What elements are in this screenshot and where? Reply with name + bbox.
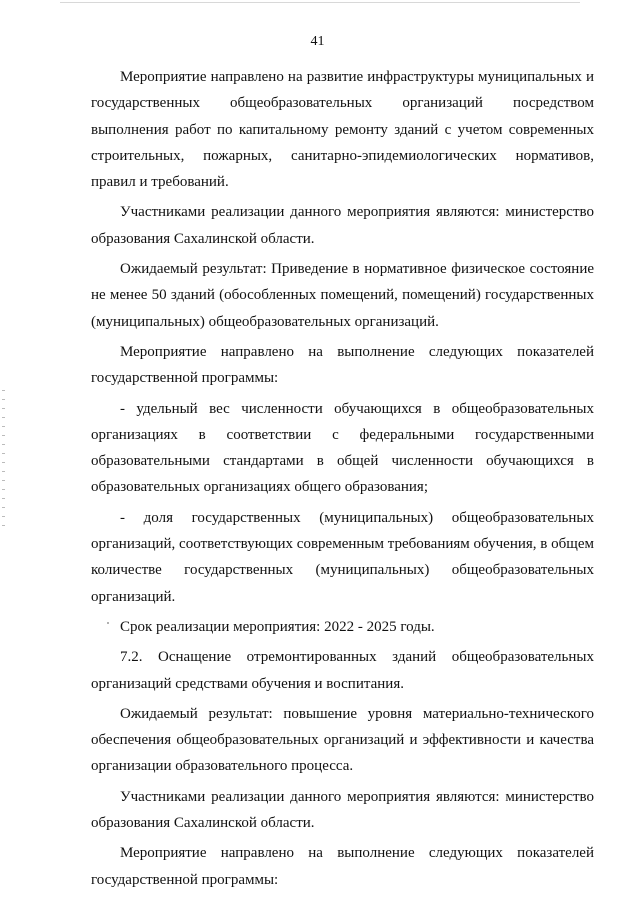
paragraph-participants-1: Участниками реализации данного мероприятия являются: министерство образования Сахалинской области. <box>91 204 594 247</box>
section-heading-7-2: 7.2. Оснащение отремонтированных зданий общеобразовательных организаций средствами обучения и воспитания. <box>91 649 594 692</box>
list-item-indicator-2: - доля государственных (муниципальных) общеобразовательных организаций, соответствующих современным требованиям обучения, в общем количестве государственных (муниципальных) общеобразовательных организаций. <box>91 509 594 605</box>
paragraph-expected-result-1: Ожидаемый результат: Приведение в нормативное физическое состояние не менее 50 зданий (обособленных помещений, помещений) государственных (муниципальных) общеобразовательных организаций. <box>91 261 594 330</box>
paragraph-purpose-infrastructure: Мероприятие направлено на развитие инфраструктуры муниципальных и государственных общеобразовательных организаций посредством выполнения работ по капитальному ремонту зданий с учетом современных строительных, пожарных, санитарно-эпидемиологических нормативов, правил и требований. <box>91 69 594 191</box>
paragraph-participants-2: Участниками реализации данного мероприятия являются: министерство образования Сахалинской области. <box>91 788 594 832</box>
paragraph-expected-result-2: Ожидаемый результат: повышение уровня материально-технического обеспечения общеобразовательных организаций и эффективности и качества организации образовательного процесса. <box>91 705 594 775</box>
list-item-indicator-1: - удельный вес численности обучающихся в общеобразовательных организациях в соответствии с федеральными государственными образовательными стандартами в общей численности обучающихся в образовательных организациях общего образования; <box>91 400 594 496</box>
scan-margin-marks <box>2 390 5 530</box>
paragraph-indicators-intro-2: Мероприятие направлено на выполнение следующих показателей государственной программы: <box>91 845 594 888</box>
page-number: 41 <box>310 34 325 49</box>
scan-edge-line <box>60 2 580 3</box>
paragraph-indicators-intro-1: Мероприятие направлено на выполнение следующих показателей государственной программы: <box>91 343 594 387</box>
paragraph-implementation-period: Срок реализации мероприятия: 2022 - 2025 годы. <box>120 618 435 635</box>
document-body <box>91 64 594 893</box>
